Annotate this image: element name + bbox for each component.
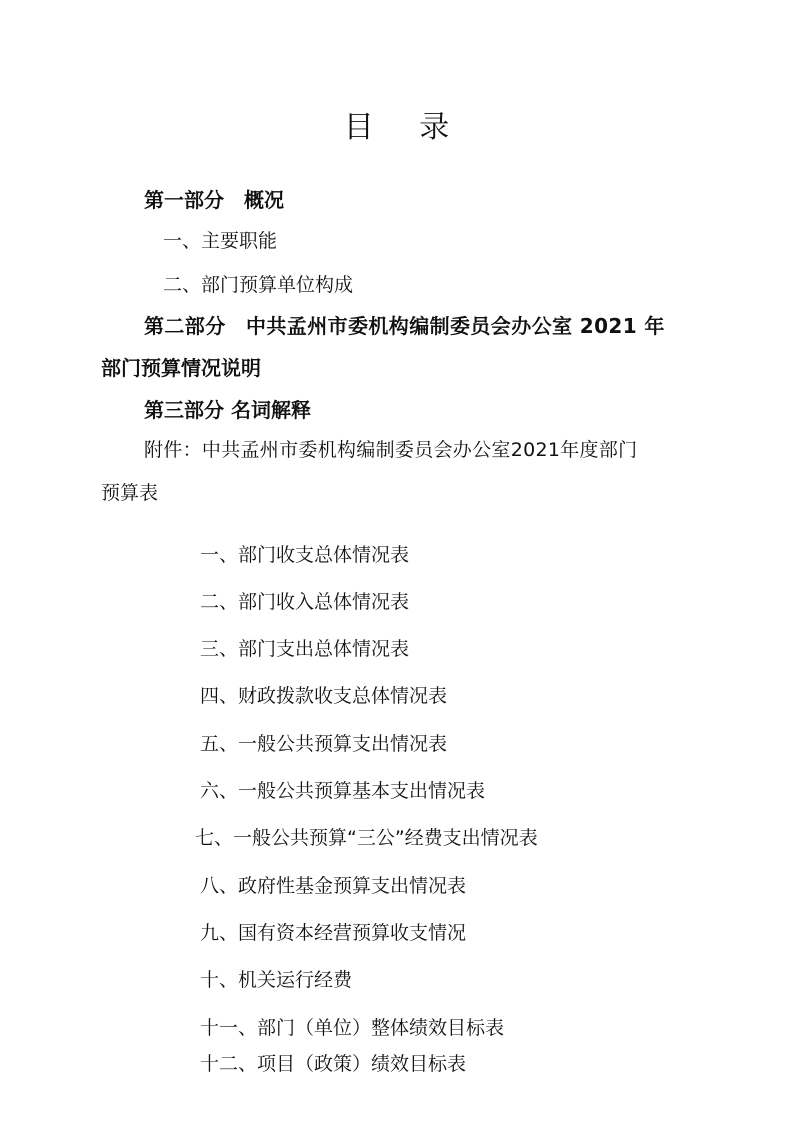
- table-item-2: 二、部门收入总体情况表: [200, 591, 410, 613]
- attachment-line1: 附件：中共孟州市委机构编制委员会办公室2021年度部门: [144, 439, 638, 461]
- page-title: 目 录: [343, 110, 468, 145]
- table-item-1: 一、部门收支总体情况表: [200, 544, 410, 566]
- table-item-7: 七、一般公共预算“三公”经费支出情况表: [195, 827, 538, 849]
- part1-heading: 第一部分 概况: [144, 188, 284, 212]
- part2-heading-line2: 部门预算情况说明: [101, 356, 261, 380]
- part1-item-1: 一、主要职能: [163, 230, 278, 252]
- table-item-10: 十、机关运行经费: [200, 969, 353, 991]
- table-item-5: 五、一般公共预算支出情况表: [200, 733, 448, 755]
- part1-item-2: 二、部门预算单位构成: [163, 274, 354, 296]
- table-item-6: 六、一般公共预算基本支出情况表: [200, 780, 486, 802]
- table-item-9: 九、国有资本经营预算收支情况: [200, 922, 467, 944]
- table-item-8: 八、政府性基金预算支出情况表: [200, 875, 467, 897]
- part2-heading-line1: 第二部分 中共孟州市委机构编制委员会办公室 2021 年: [144, 314, 665, 338]
- table-item-4: 四、财政拨款收支总体情况表: [200, 685, 448, 707]
- table-item-11: 十一、部门（单位）整体绩效目标表: [200, 1017, 505, 1039]
- part3-heading: 第三部分 名词解释: [144, 398, 311, 422]
- table-item-3: 三、部门支出总体情况表: [200, 638, 410, 660]
- table-item-12: 十二、项目（政策）绩效目标表: [200, 1053, 467, 1075]
- attachment-line2: 预算表: [101, 482, 159, 504]
